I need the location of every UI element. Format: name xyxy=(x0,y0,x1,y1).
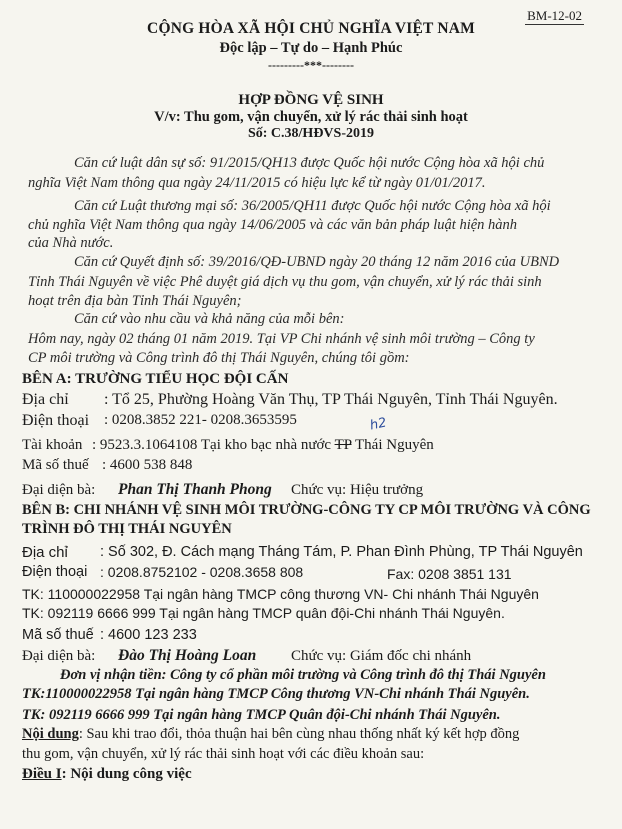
payee-account: TK:110000022958 Tại ngân hàng TMCP Công thương VN-Chi nhánh Thái Nguyên. xyxy=(22,686,530,702)
preamble-line: Căn cứ vào nhu cầu và khả năng của mỗi bên: xyxy=(74,311,345,327)
article-title: : Nội dung công việc xyxy=(61,766,192,782)
preamble-line: Căn cứ luật dân sự số: 91/2015/QH13 được Quốc hội nước Cộng hòa xã hội chủ xyxy=(74,155,545,171)
preamble-line: nghĩa Việt Nam thông qua ngày 24/11/2015 có hiệu lực kể từ ngày 01/01/2017. xyxy=(28,175,486,191)
payee-account: TK: 092119 6666 999 Tại ngân hàng TMCP Quân đội-Chi nhánh Thái Nguyên. xyxy=(22,707,501,723)
party-a-rep-name: Phan Thị Thanh Phong xyxy=(118,481,272,498)
preamble-line: Tỉnh Thái Nguyên về việc Phê duyệt giá dịch vụ thu gom, vận chuyển, xử lý rác thải sinh xyxy=(28,274,542,290)
preamble-line: Hôm nay, ngày 02 tháng 01 năm 2019. Tại VP Chi nhánh vệ sinh môi trường – Công ty xyxy=(28,331,535,347)
party-b-rep-label: Đại diện bà: xyxy=(22,648,96,664)
party-a-account xyxy=(92,437,434,454)
party-b-rep-name: Đào Thị Hoàng Loan xyxy=(118,647,257,664)
party-a-address-label: Địa chỉ xyxy=(22,391,69,408)
preamble-line: Căn cứ Luật thương mại số: 36/2005/QH11 được Quốc hội nước Cộng hòa xã hội xyxy=(74,198,551,214)
party-a-account-tail: Thái Nguyên xyxy=(355,437,434,453)
contract-number: Số: C.38/HĐVS-2019 xyxy=(247,126,374,141)
article-label: Điều I xyxy=(22,766,62,782)
preamble-line: chủ nghĩa Việt Nam thông qua ngày 14/06/2005 và các văn bản pháp luật hiện hành xyxy=(28,217,518,233)
party-b-address: : Số 302, Đ. Cách mạng Tháng Tám, P. Phan Đình Phùng, TP Thái Nguyên xyxy=(100,544,583,560)
preamble-line: CP môi trường và Công trình đô thị Thái Nguyên, chúng tôi gồm: xyxy=(28,350,410,366)
party-b-bank-account: TK: 092119 6666 999 Tại ngân hàng TMCP quân đội-Chi nhánh Thái Nguyên. xyxy=(22,605,505,621)
party-b-tax: : 4600 123 233 xyxy=(100,627,197,643)
party-a-rep-label: Đại diện bà: xyxy=(22,482,96,498)
content-label: Nội dung xyxy=(22,726,79,742)
party-a-phone: : 0208.3852 221- 0208.3653595 xyxy=(104,412,297,428)
handwritten-note: h2 xyxy=(368,415,388,434)
party-b-heading: BÊN B: CHI NHÁNH VỆ SINH MÔI TRƯỜNG-CÔNG TY CP MÔI TRƯỜNG VÀ CÔNG xyxy=(22,502,591,518)
party-b-address-label: Địa chỉ xyxy=(22,544,68,561)
party-b-tax-label: Mã số thuế xyxy=(22,627,94,643)
article-heading xyxy=(22,766,192,783)
preamble-line: hoạt trên địa bàn Tỉnh Thái Nguyên; xyxy=(28,293,242,309)
party-a-address: : Tổ 25, Phường Hoàng Văn Thụ, TP Thái Nguyên, Tỉnh Thái Nguyên. xyxy=(104,391,558,408)
party-a-tax-label: Mã số thuế xyxy=(22,457,89,473)
document-code: BM-12-02 xyxy=(527,8,582,23)
party-b-fax: Fax: 0208 3851 131 xyxy=(387,566,512,582)
contract-subject: V/v: Thu gom, vận chuyển, xử lý rác thải sinh hoạt xyxy=(154,109,468,125)
party-a-account-value: : 9523.3.1064108 Tại kho bạc nhà nước xyxy=(92,437,332,453)
struck-text: TP xyxy=(334,437,352,453)
national-motto: Độc lập – Tự do – Hạnh Phúc xyxy=(219,40,403,56)
header-separator: ---------***-------- xyxy=(268,58,354,72)
party-b-phone: : 0208.8752102 - 0208.3658 808 xyxy=(100,564,304,580)
country-header: CỘNG HÒA XÃ HỘI CHỦ NGHĨA VIỆT NAM xyxy=(147,20,475,37)
party-a-heading: BÊN A: TRƯỜNG TIỂU HỌC ĐỘI CẤN xyxy=(22,371,289,387)
party-a-tax: : 4600 538 848 xyxy=(102,457,193,473)
party-a-rep-role: Chức vụ: Hiệu trưởng xyxy=(291,482,424,498)
party-b-phone-label: Điện thoại xyxy=(22,564,88,580)
content-paragraph xyxy=(22,726,519,743)
party-a-phone-label: Điện thoại xyxy=(22,412,90,429)
content-text: : Sau khi trao đổi, thỏa thuận hai bên cùng nhau thống nhất ký kết hợp đồng xyxy=(78,726,520,742)
contract-title: HỢP ĐỒNG VỆ SINH xyxy=(238,92,384,108)
preamble-line: Căn cứ Quyết định số: 39/2016/QĐ-UBND ngày 20 tháng 12 năm 2016 của UBND xyxy=(74,254,560,270)
payee-line: Đơn vị nhận tiền: Công ty cổ phần môi trường và Công trình đô thị Thái Nguyên xyxy=(60,667,546,683)
party-a-account-label: Tài khoản xyxy=(22,437,83,453)
preamble-line: của Nhà nước. xyxy=(28,235,114,251)
party-b-bank-account: TK: 110000022958 Tại ngân hàng TMCP công thương VN- Chi nhánh Thái Nguyên xyxy=(22,586,539,602)
content-text-cont: thu gom, vận chuyển, xử lý rác thải sinh hoạt với các điều khoản sau: xyxy=(22,746,425,762)
party-b-heading-cont: TRÌNH ĐÔ THỊ THÁI NGUYÊN xyxy=(22,521,232,537)
party-b-rep-role: Chức vụ: Giám đốc chi nhánh xyxy=(291,648,472,664)
